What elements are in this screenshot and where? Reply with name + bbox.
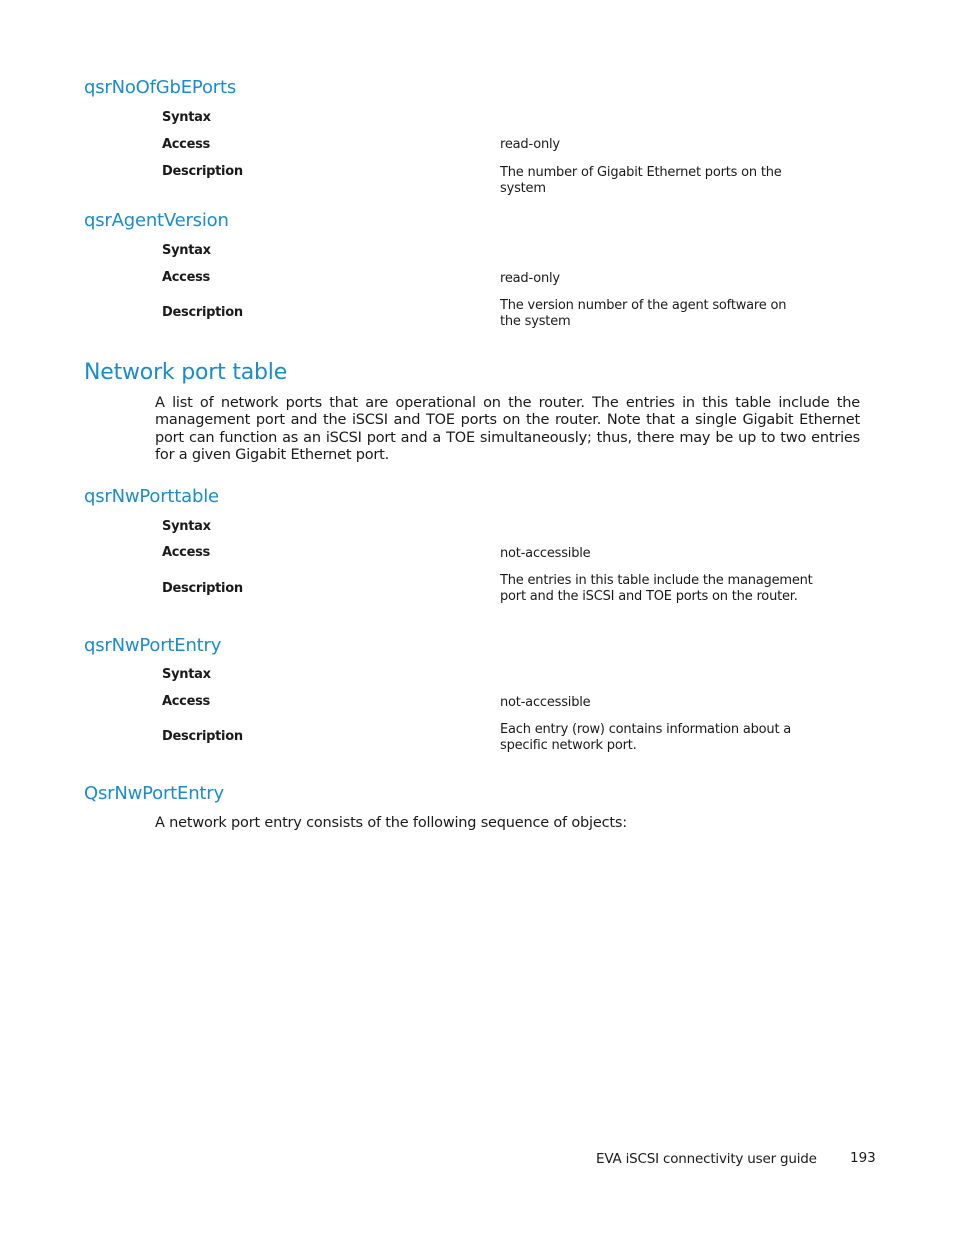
description-value: Each entry (row) contains information about a specific network port. <box>500 722 792 753</box>
section-heading-qsrnwporttable: qsrNwPorttable <box>84 486 219 507</box>
section-heading-qsragentversion: qsrAgentVersion <box>84 210 229 231</box>
access-value: not-accessible <box>500 546 591 561</box>
access-label: Access <box>162 137 210 152</box>
section-heading-qsrnoofgbeports: qsrNoOfGbEPorts <box>84 77 236 98</box>
description-value: The version number of the agent software on the system <box>500 298 787 329</box>
syntax-label: Syntax <box>162 110 211 125</box>
access-value: read-only <box>500 137 560 152</box>
body-paragraph: A list of network ports that are operational on the router. The entries in this table include the management port and the iSCSI and TOE ports on the router. Note that a single Gigabit Ethernet port can function as an iSCSI port and a TOE simultaneously; thus, there may be up to two entries for a given Gigabit Ethernet port. <box>155 395 860 463</box>
page-number: 193 <box>850 1150 876 1166</box>
description-value: The number of Gigabit Ethernet ports on the system <box>500 165 782 196</box>
access-value: not-accessible <box>500 695 591 710</box>
footer-guide-title: EVA iSCSI connectivity user guide <box>596 1151 817 1167</box>
page-section-title: Network port table <box>84 360 288 385</box>
syntax-label: Syntax <box>162 667 211 682</box>
description-label: Description <box>162 164 243 179</box>
access-label: Access <box>162 270 210 285</box>
description-value: The entries in this table include the management port and the iSCSI and TOE ports on the router. <box>500 573 813 604</box>
access-label: Access <box>162 545 210 560</box>
section-heading-qsrnwportentry-type: QsrNwPortEntry <box>84 783 224 804</box>
access-value: read-only <box>500 271 560 286</box>
access-label: Access <box>162 694 210 709</box>
body-paragraph: A network port entry consists of the following sequence of objects: <box>155 815 627 831</box>
description-label: Description <box>162 729 243 744</box>
syntax-label: Syntax <box>162 243 211 258</box>
description-label: Description <box>162 305 243 320</box>
syntax-label: Syntax <box>162 519 211 534</box>
section-heading-qsrnwportentry: qsrNwPortEntry <box>84 635 222 656</box>
description-label: Description <box>162 581 243 596</box>
